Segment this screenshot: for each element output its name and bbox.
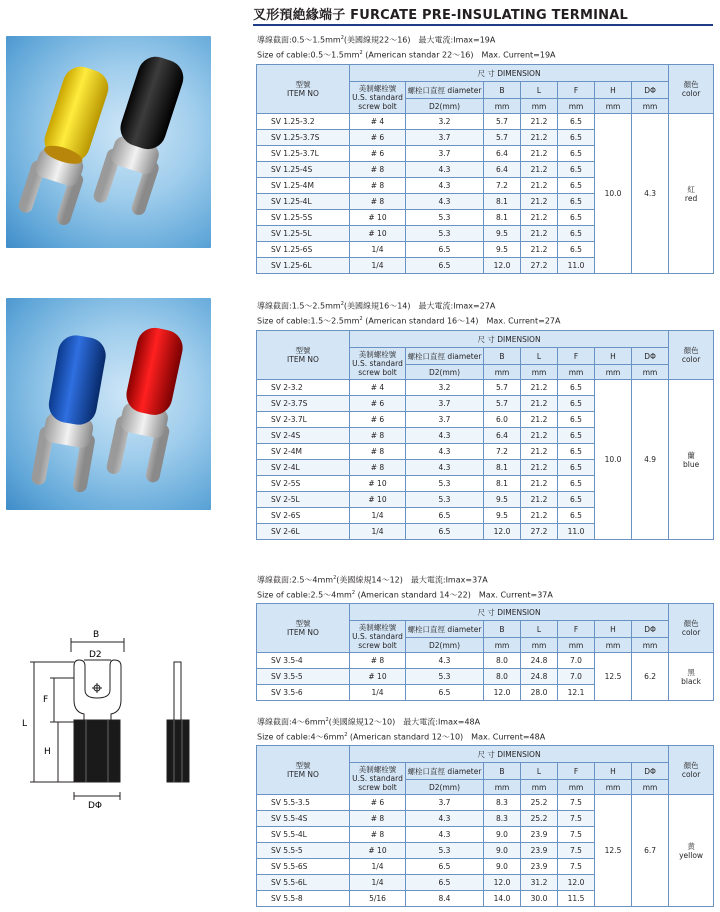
table-cell: SV 5.5-3.5	[257, 795, 350, 811]
table-cell: 23.9	[521, 859, 558, 875]
table-cell: 21.2	[521, 444, 558, 460]
table-cell: # 8	[350, 653, 406, 669]
table-cell: SV 2-6L	[257, 524, 350, 540]
table-cell: 3.2	[406, 114, 484, 130]
table-cell: SV 3.5-5	[257, 669, 350, 685]
header-diameter: 螺栓口直徑 diameter	[406, 763, 484, 780]
table-cell: SV 2-5S	[257, 476, 350, 492]
header-color: 顏色 color	[669, 65, 714, 114]
header-dphi: DΦ	[632, 621, 669, 638]
table-cell: SV 1.25-3.2	[257, 114, 350, 130]
header-diameter: 螺栓口直徑 diameter	[406, 82, 484, 99]
table-cell: 6.5	[406, 524, 484, 540]
table-cell: 6.5	[406, 508, 484, 524]
table-cell: SV 5.5-4S	[257, 811, 350, 827]
table-cell: 1/4	[350, 524, 406, 540]
table-cell: 6.5	[558, 492, 595, 508]
header-dphi: DΦ	[632, 348, 669, 365]
header-d2: D2(mm)	[406, 365, 484, 380]
spec-table	[256, 603, 714, 701]
table-cell: # 8	[350, 444, 406, 460]
table-cell: 27.2	[521, 258, 558, 274]
header-b: B	[484, 763, 521, 780]
header-b: B	[484, 348, 521, 365]
label-d2: D2	[89, 650, 102, 660]
spec-line-en: Size of $cable:2.5\sim 4mm^2$ (American standard 14～22) Max. Current=37A	[257, 589, 553, 600]
unit-dphi: mm	[632, 638, 669, 653]
unit-l: mm	[521, 99, 558, 114]
table-cell: SV 2-4L	[257, 460, 350, 476]
unit-f: mm	[558, 99, 595, 114]
table-cell: 4.3	[406, 460, 484, 476]
header-b: B	[484, 82, 521, 99]
table-cell: 8.4	[406, 891, 484, 907]
table-cell: SV 1.25-5L	[257, 226, 350, 242]
header-dimension: 尺 寸 DIMENSION	[350, 331, 669, 348]
table-cell: 6.5	[406, 859, 484, 875]
header-bolt: 美制螺栓號 U.S. standard screw bolt	[350, 763, 406, 795]
table-cell: 3.7	[406, 396, 484, 412]
table-row	[257, 380, 714, 396]
unit-dphi: mm	[632, 780, 669, 795]
header-diameter: 螺栓口直徑 diameter	[406, 348, 484, 365]
header-bolt: 美制螺栓號 U.S. standard screw bolt	[350, 621, 406, 653]
table-cell: 31.2	[521, 875, 558, 891]
table-cell: 24.8	[521, 669, 558, 685]
header-diameter: 螺栓口直徑 diameter	[406, 621, 484, 638]
spec-line-cn: 導線截面$:4\sim 6mm^2$(美國線規12～10) 最大電流:Imax=48A	[257, 717, 481, 727]
table-cell: 8.0	[484, 653, 521, 669]
table-cell: 5.7	[484, 380, 521, 396]
table-cell: 1/4	[350, 508, 406, 524]
label-b: B	[93, 630, 100, 640]
header-f: F	[558, 763, 595, 780]
table-cell: # 6	[350, 130, 406, 146]
table-cell: SV 1.25-3.7S	[257, 130, 350, 146]
table-cell: 6.5	[406, 875, 484, 891]
table-cell: 23.9	[521, 827, 558, 843]
table-cell: 5.3	[406, 476, 484, 492]
unit-f: mm	[558, 780, 595, 795]
table-cell: 9.5	[484, 508, 521, 524]
table-cell: # 4	[350, 380, 406, 396]
label-f: F	[43, 695, 49, 705]
cell-color: 蘭 blue	[669, 380, 714, 540]
table-cell: # 8	[350, 827, 406, 843]
table-cell: 5.3	[406, 210, 484, 226]
header-dimension: 尺 寸 DIMENSION	[350, 65, 669, 82]
unit-h: mm	[595, 780, 632, 795]
table-cell: 6.4	[484, 162, 521, 178]
header-model: 型號 ITEM NO	[257, 331, 350, 380]
table-cell: 6.5	[406, 242, 484, 258]
header-d2: D2(mm)	[406, 780, 484, 795]
table-cell: SV 2-3.2	[257, 380, 350, 396]
cable-spec	[257, 298, 560, 327]
unit-h: mm	[595, 365, 632, 380]
table-cell: 4.3	[406, 194, 484, 210]
cell-color: 紅 red	[669, 114, 714, 274]
table-cell: 1/4	[350, 258, 406, 274]
product-photo-blue-red	[6, 298, 211, 510]
table-cell: 7.5	[558, 795, 595, 811]
table-cell: 21.2	[521, 380, 558, 396]
table-cell: SV 5.5-6L	[257, 875, 350, 891]
table-cell: 4.3	[406, 178, 484, 194]
cable-spec	[257, 32, 556, 61]
table-cell: 6.5	[558, 412, 595, 428]
table-cell: 9.5	[484, 226, 521, 242]
unit-b: mm	[484, 638, 521, 653]
table-cell: # 8	[350, 811, 406, 827]
header-dphi: DΦ	[632, 82, 669, 99]
table-cell: 6.5	[558, 130, 595, 146]
table-cell: SV 2-4S	[257, 428, 350, 444]
table-cell: 6.5	[558, 210, 595, 226]
header-f: F	[558, 621, 595, 638]
table-cell: 6.5	[558, 396, 595, 412]
title-divider	[253, 24, 713, 26]
table-cell: 7.0	[558, 653, 595, 669]
table-cell: SV 1.25-4M	[257, 178, 350, 194]
header-dimension: 尺 寸 DIMENSION	[350, 604, 669, 621]
table-cell: 21.2	[521, 242, 558, 258]
table-cell: 4.3	[406, 811, 484, 827]
table-cell: 1/4	[350, 875, 406, 891]
table-cell: SV 2-3.7S	[257, 396, 350, 412]
header-color: 顏色 color	[669, 746, 714, 795]
cell-dphi: 6.2	[632, 653, 669, 701]
table-cell: 21.2	[521, 162, 558, 178]
table-cell: SV 2-5L	[257, 492, 350, 508]
table-cell: 7.2	[484, 178, 521, 194]
table-cell: # 6	[350, 146, 406, 162]
table-cell: 21.2	[521, 508, 558, 524]
label-l: L	[22, 719, 28, 729]
cell-h: 12.5	[595, 653, 632, 701]
table-cell: 11.0	[558, 258, 595, 274]
unit-dphi: mm	[632, 99, 669, 114]
header-l: L	[521, 348, 558, 365]
table-cell: SV 1.25-4S	[257, 162, 350, 178]
table-cell: 28.0	[521, 685, 558, 701]
table-row	[257, 795, 714, 811]
header-h: H	[595, 348, 632, 365]
table-cell: 9.5	[484, 242, 521, 258]
table-cell: SV 2-4M	[257, 444, 350, 460]
table-cell: SV 5.5-4L	[257, 827, 350, 843]
header-model: 型號 ITEM NO	[257, 604, 350, 653]
table-cell: 7.2	[484, 444, 521, 460]
cell-h: 10.0	[595, 380, 632, 540]
header-l: L	[521, 82, 558, 99]
spec-line-cn: 導線截面$:1.5\sim 2.5mm^2$(美國線規16～14) 最大電流:Imax=27A	[257, 301, 496, 311]
table-cell: 5/16	[350, 891, 406, 907]
spec-line-en: Size of $cable:1.5\sim 2.5mm^2$ (American standard 16～14) Max. Current=27A	[257, 315, 561, 326]
table-cell: # 10	[350, 669, 406, 685]
table-cell: 12.0	[484, 258, 521, 274]
table-cell: # 10	[350, 476, 406, 492]
spec-line-en: Size of $cable:4\sim 6mm^2$ (American standard 12～10) Max. Current=48A	[257, 731, 546, 742]
table-cell: 4.3	[406, 653, 484, 669]
header-dphi: DΦ	[632, 763, 669, 780]
table-cell: # 10	[350, 226, 406, 242]
table-cell: # 10	[350, 210, 406, 226]
header-color: 顏色 color	[669, 331, 714, 380]
header-d2: D2(mm)	[406, 99, 484, 114]
table-cell: 3.7	[406, 146, 484, 162]
dimension-drawing	[14, 622, 229, 812]
unit-b: mm	[484, 780, 521, 795]
table-cell: # 10	[350, 492, 406, 508]
table-cell: 21.2	[521, 146, 558, 162]
table-cell: SV 1.25-3.7L	[257, 146, 350, 162]
header-dimension: 尺 寸 DIMENSION	[350, 746, 669, 763]
table-cell: # 6	[350, 795, 406, 811]
table-cell: 1/4	[350, 685, 406, 701]
unit-dphi: mm	[632, 365, 669, 380]
header-bolt: 美制螺栓號 U.S. standard screw bolt	[350, 82, 406, 114]
table-cell: SV 5.5-8	[257, 891, 350, 907]
table-cell: 9.0	[484, 843, 521, 859]
table-cell: 7.5	[558, 843, 595, 859]
table-cell: 8.3	[484, 795, 521, 811]
table-cell: 6.5	[558, 114, 595, 130]
header-h: H	[595, 82, 632, 99]
table-cell: 21.2	[521, 396, 558, 412]
spec-table	[256, 64, 714, 274]
table-cell: 14.0	[484, 891, 521, 907]
cell-dphi: 4.3	[632, 114, 669, 274]
table-cell: # 8	[350, 428, 406, 444]
table-cell: SV 2-3.7L	[257, 412, 350, 428]
table-cell: 24.8	[521, 653, 558, 669]
table-cell: 8.0	[484, 669, 521, 685]
table-cell: 11.5	[558, 891, 595, 907]
table-row	[257, 653, 714, 669]
table-cell: 6.5	[558, 508, 595, 524]
table-cell: 21.2	[521, 428, 558, 444]
table-cell: 5.3	[406, 669, 484, 685]
table-cell: SV 2-6S	[257, 508, 350, 524]
unit-h: mm	[595, 638, 632, 653]
header-f: F	[558, 348, 595, 365]
header-model: 型號 ITEM NO	[257, 746, 350, 795]
table-cell: # 8	[350, 162, 406, 178]
table-cell: SV 1.25-6S	[257, 242, 350, 258]
table-cell: 9.0	[484, 827, 521, 843]
unit-l: mm	[521, 780, 558, 795]
label-dphi: DΦ	[88, 801, 103, 811]
table-cell: 6.5	[558, 194, 595, 210]
spec-table	[256, 330, 714, 540]
table-cell: 6.4	[484, 146, 521, 162]
table-cell: 5.3	[406, 843, 484, 859]
header-color: 顏色 color	[669, 604, 714, 653]
table-cell: 12.0	[484, 685, 521, 701]
table-cell: 6.5	[558, 476, 595, 492]
cell-dphi: 4.9	[632, 380, 669, 540]
table-cell: SV 1.25-5S	[257, 210, 350, 226]
table-cell: 7.0	[558, 669, 595, 685]
table-cell: 6.5	[406, 258, 484, 274]
table-cell: 4.3	[406, 428, 484, 444]
table-cell: 8.1	[484, 210, 521, 226]
table-cell: 6.5	[558, 178, 595, 194]
spec-line-cn: 導線截面$:2.5\sim 4mm^2$(美國線規14～12) 最大電流:Imax=37A	[257, 575, 488, 585]
table-cell: 8.3	[484, 811, 521, 827]
table-cell: 1/4	[350, 859, 406, 875]
table-row	[257, 114, 714, 130]
cell-color: 黄 yellow	[669, 795, 714, 907]
table-cell: 8.1	[484, 476, 521, 492]
table-cell: 21.2	[521, 226, 558, 242]
table-cell: 21.2	[521, 178, 558, 194]
table-cell: 7.5	[558, 811, 595, 827]
cell-color: 黑 black	[669, 653, 714, 701]
cell-dphi: 6.7	[632, 795, 669, 907]
table-cell: 21.2	[521, 114, 558, 130]
table-cell: 8.1	[484, 460, 521, 476]
table-cell: # 8	[350, 178, 406, 194]
unit-f: mm	[558, 638, 595, 653]
table-cell: 21.2	[521, 130, 558, 146]
table-cell: 3.2	[406, 380, 484, 396]
header-d2: D2(mm)	[406, 638, 484, 653]
cell-h: 10.0	[595, 114, 632, 274]
table-cell: 6.5	[558, 226, 595, 242]
table-cell: # 4	[350, 114, 406, 130]
unit-f: mm	[558, 365, 595, 380]
table-cell: 3.7	[406, 412, 484, 428]
table-cell: SV 3.5-4	[257, 653, 350, 669]
table-cell: 6.5	[406, 685, 484, 701]
header-l: L	[521, 763, 558, 780]
table-cell: 6.5	[558, 146, 595, 162]
table-cell: 6.5	[558, 162, 595, 178]
table-cell: 6.5	[558, 444, 595, 460]
table-cell: # 8	[350, 194, 406, 210]
label-h: H	[44, 747, 51, 757]
table-cell: SV 3.5-6	[257, 685, 350, 701]
table-cell: 5.7	[484, 130, 521, 146]
table-cell: SV 1.25-6L	[257, 258, 350, 274]
table-cell: 6.5	[558, 380, 595, 396]
table-cell: 4.3	[406, 444, 484, 460]
table-cell: 3.7	[406, 795, 484, 811]
header-f: F	[558, 82, 595, 99]
table-cell: 30.0	[521, 891, 558, 907]
header-model: 型號 ITEM NO	[257, 65, 350, 114]
table-cell: 11.0	[558, 524, 595, 540]
table-cell: 27.2	[521, 524, 558, 540]
table-cell: 23.9	[521, 843, 558, 859]
cell-h: 12.5	[595, 795, 632, 907]
table-cell: 12.1	[558, 685, 595, 701]
spec-table	[256, 745, 714, 907]
table-cell: 5.3	[406, 492, 484, 508]
table-cell: 21.2	[521, 412, 558, 428]
cable-spec	[257, 714, 545, 743]
header-l: L	[521, 621, 558, 638]
table-cell: 9.5	[484, 492, 521, 508]
table-cell: SV 5.5-6S	[257, 859, 350, 875]
cable-spec	[257, 572, 553, 601]
table-cell: 1/4	[350, 242, 406, 258]
table-cell: # 6	[350, 396, 406, 412]
table-cell: 21.2	[521, 476, 558, 492]
table-cell: 12.0	[484, 524, 521, 540]
table-cell: 4.3	[406, 827, 484, 843]
table-cell: # 8	[350, 460, 406, 476]
table-cell: 6.0	[484, 412, 521, 428]
table-cell: # 6	[350, 412, 406, 428]
spec-line-cn: 導線截面$:0.5\sim 1.5mm^2$(美國線規22～16) 最大電流:Imax=19A	[257, 35, 496, 45]
page-title: 叉形預絶緣端子 FURCATE PRE-INSULATING TERMINAL	[253, 8, 628, 23]
table-cell: 21.2	[521, 210, 558, 226]
table-cell: 21.2	[521, 460, 558, 476]
unit-l: mm	[521, 365, 558, 380]
table-cell: 21.2	[521, 492, 558, 508]
unit-h: mm	[595, 99, 632, 114]
table-cell: 7.5	[558, 827, 595, 843]
table-cell: 6.4	[484, 428, 521, 444]
unit-l: mm	[521, 638, 558, 653]
header-bolt: 美制螺栓號 U.S. standard screw bolt	[350, 348, 406, 380]
table-cell: # 10	[350, 843, 406, 859]
table-cell: 6.5	[558, 460, 595, 476]
table-cell: 3.7	[406, 130, 484, 146]
table-cell: 25.2	[521, 811, 558, 827]
header-h: H	[595, 763, 632, 780]
table-cell: 21.2	[521, 194, 558, 210]
table-cell: 9.0	[484, 859, 521, 875]
spec-line-en: Size of $cable:0.5\sim 1.5mm^2$ (American standar 22～16) Max. Current=19A	[257, 49, 556, 60]
table-cell: 5.3	[406, 226, 484, 242]
table-cell: 12.0	[558, 875, 595, 891]
table-cell: 5.7	[484, 396, 521, 412]
table-cell: 6.5	[558, 242, 595, 258]
product-photo-yellow-black	[6, 36, 211, 248]
header-h: H	[595, 621, 632, 638]
header-b: B	[484, 621, 521, 638]
table-cell: SV 5.5-5	[257, 843, 350, 859]
unit-b: mm	[484, 99, 521, 114]
unit-b: mm	[484, 365, 521, 380]
table-cell: 5.7	[484, 114, 521, 130]
table-cell: 7.5	[558, 859, 595, 875]
table-cell: SV 1.25-4L	[257, 194, 350, 210]
table-cell: 12.0	[484, 875, 521, 891]
table-cell: 4.3	[406, 162, 484, 178]
table-cell: 6.5	[558, 428, 595, 444]
table-cell: 25.2	[521, 795, 558, 811]
table-cell: 8.1	[484, 194, 521, 210]
